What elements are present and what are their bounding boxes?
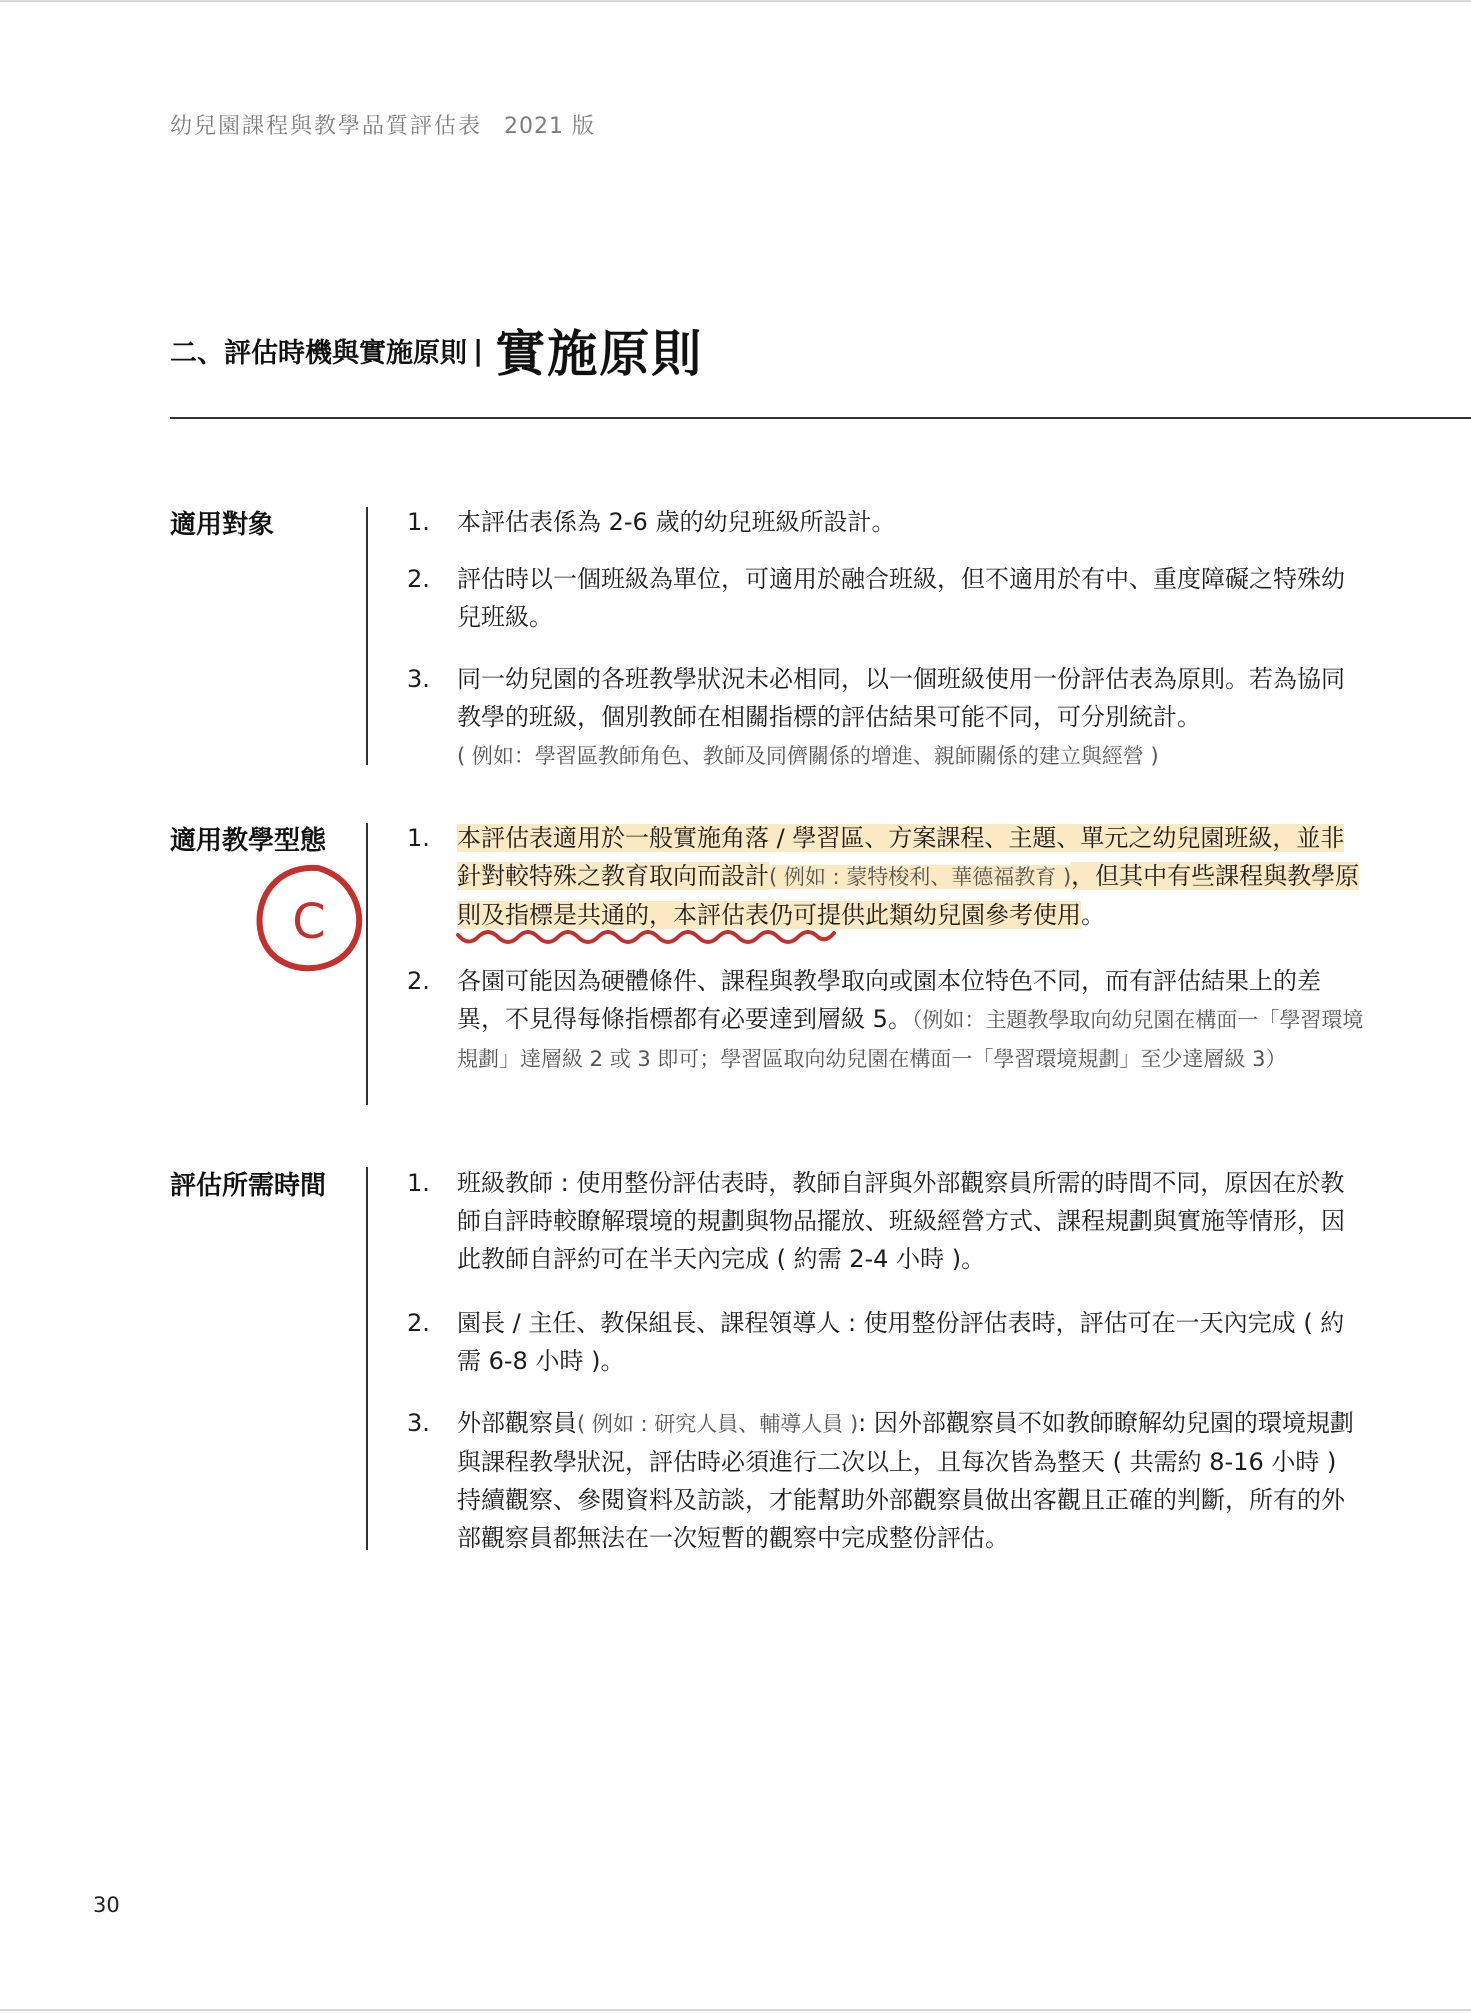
item-number: 3. xyxy=(407,1409,430,1437)
item-text: 本評估表係為 2-6 歲的幼兒班級所設計。 xyxy=(457,508,896,536)
item-number: 2. xyxy=(407,1309,430,1337)
group-divider-time-required xyxy=(366,1167,368,1550)
item-number: 3. xyxy=(407,665,430,693)
item-note: ( 例如 : 研究人員、輔導人員 ) xyxy=(577,1412,859,1436)
item-text: 外部觀察員 xyxy=(457,1409,577,1437)
section-heading xyxy=(170,318,703,382)
page-bottom-border xyxy=(0,2009,1471,2011)
item-text: 園長 / 主任、教保組長、課程領導人 : 使用整份評估表時，評估可在一天內完成 ( 約需 6-8 小時 )。 xyxy=(457,1309,1345,1375)
edition-year: 2021 版 xyxy=(504,114,595,139)
heading-separator: | xyxy=(473,333,484,367)
list-item xyxy=(407,1404,1367,1557)
document-title: 幼兒園課程與教學品質評估表 xyxy=(170,114,483,139)
circled-c-annotation xyxy=(248,858,372,982)
item-note: ( 例如 : 蒙特梭利、華德福教育 ) xyxy=(769,865,1072,889)
item-number: 1. xyxy=(407,824,430,852)
group-label-teaching-type: 適用教學型態 xyxy=(170,826,327,856)
item-text: 。 xyxy=(1081,901,1105,929)
list-item xyxy=(407,503,1367,541)
circle-mark-letter: C xyxy=(292,894,326,950)
highlighted-text: ，但其中有些課程與教學原則及指標是共通的，本評估表仍可提供此類幼兒園參考使用 xyxy=(457,862,1360,929)
item-note: （例如：主題教學取向幼兒園在構面一「學習環境規劃」達層級 2 或 3 即可；學習區取向幼兒園在構面一「學習環境規劃」至少達層級 3） xyxy=(457,1008,1364,1071)
wavy-underline-annotation xyxy=(456,925,836,949)
section-label: 二、評估時機與實施原則 xyxy=(170,337,467,369)
item-number: 2. xyxy=(407,967,430,995)
item-text: 評估時以一個班級為單位，可適用於融合班級，但不適用於有中、重度障礙之特殊幼兒班級。 xyxy=(457,565,1345,631)
page-top-border xyxy=(0,0,1471,2)
item-number: 2. xyxy=(407,565,430,593)
page-title: 實施原則 xyxy=(495,325,704,383)
item-text: 同一幼兒園的各班教學狀況未必相同，以一個班級使用一份評估表為原則。若為協同教學的班級，個別教師在相關指標的評估結果可能不同，可分別統計。 xyxy=(457,665,1345,731)
group-divider-target xyxy=(366,507,368,765)
list-item xyxy=(407,819,1367,934)
item-text: 班級教師 : 使用整份評估表時，教師自評與外部觀察員所需的時間不同，原因在於教師自評時較瞭解環境的規劃與物品擺放、班級經營方式、課程規劃與實施等情形，因此教師自評約可在半天內完成 ( 約需 2-4 小時 )。 xyxy=(457,1169,1345,1273)
running-header xyxy=(170,109,595,140)
list-item xyxy=(407,560,1367,636)
list-item xyxy=(407,1164,1367,1278)
group-label-time-required: 評估所需時間 xyxy=(170,1171,327,1201)
list-item xyxy=(407,962,1367,1078)
item-number: 1. xyxy=(407,508,430,536)
page-number: 30 xyxy=(93,1893,120,1917)
list-item xyxy=(407,660,1367,775)
item-number: 1. xyxy=(407,1169,430,1197)
item-note: ( 例如：學習區教師角色、教師及同儕關係的增進、親師關係的建立與經營 ) xyxy=(457,744,1159,768)
item-text: : 因外部觀察員不如教師瞭解幼兒園的環境規劃與課程教學狀況，評估時必須進行二次以上，且每次皆為整天 ( 共需約 8-16 小時 ) 持續觀察、參閱資料及訪談，才能幫助外部觀察員做出客觀且正確的判斷，所有的外部觀察員都無法在一次短暫的觀察中完成整份評估。 xyxy=(457,1409,1354,1552)
title-divider xyxy=(170,417,1471,419)
highlighted-text: 本評估表適用於一般實施角落 / 學習區、方案課程、主題、單元之幼兒園班級，並非針對較特殊之教育取向而設計 xyxy=(457,824,1345,890)
group-label-target: 適用對象 xyxy=(170,510,275,540)
list-item xyxy=(407,1304,1367,1380)
item-text: 各園可能因為硬體條件、課程與教學取向或園本位特色不同，而有評估結果上的差異，不見得每條指標都有必要達到層級 5。 xyxy=(457,967,1321,1033)
